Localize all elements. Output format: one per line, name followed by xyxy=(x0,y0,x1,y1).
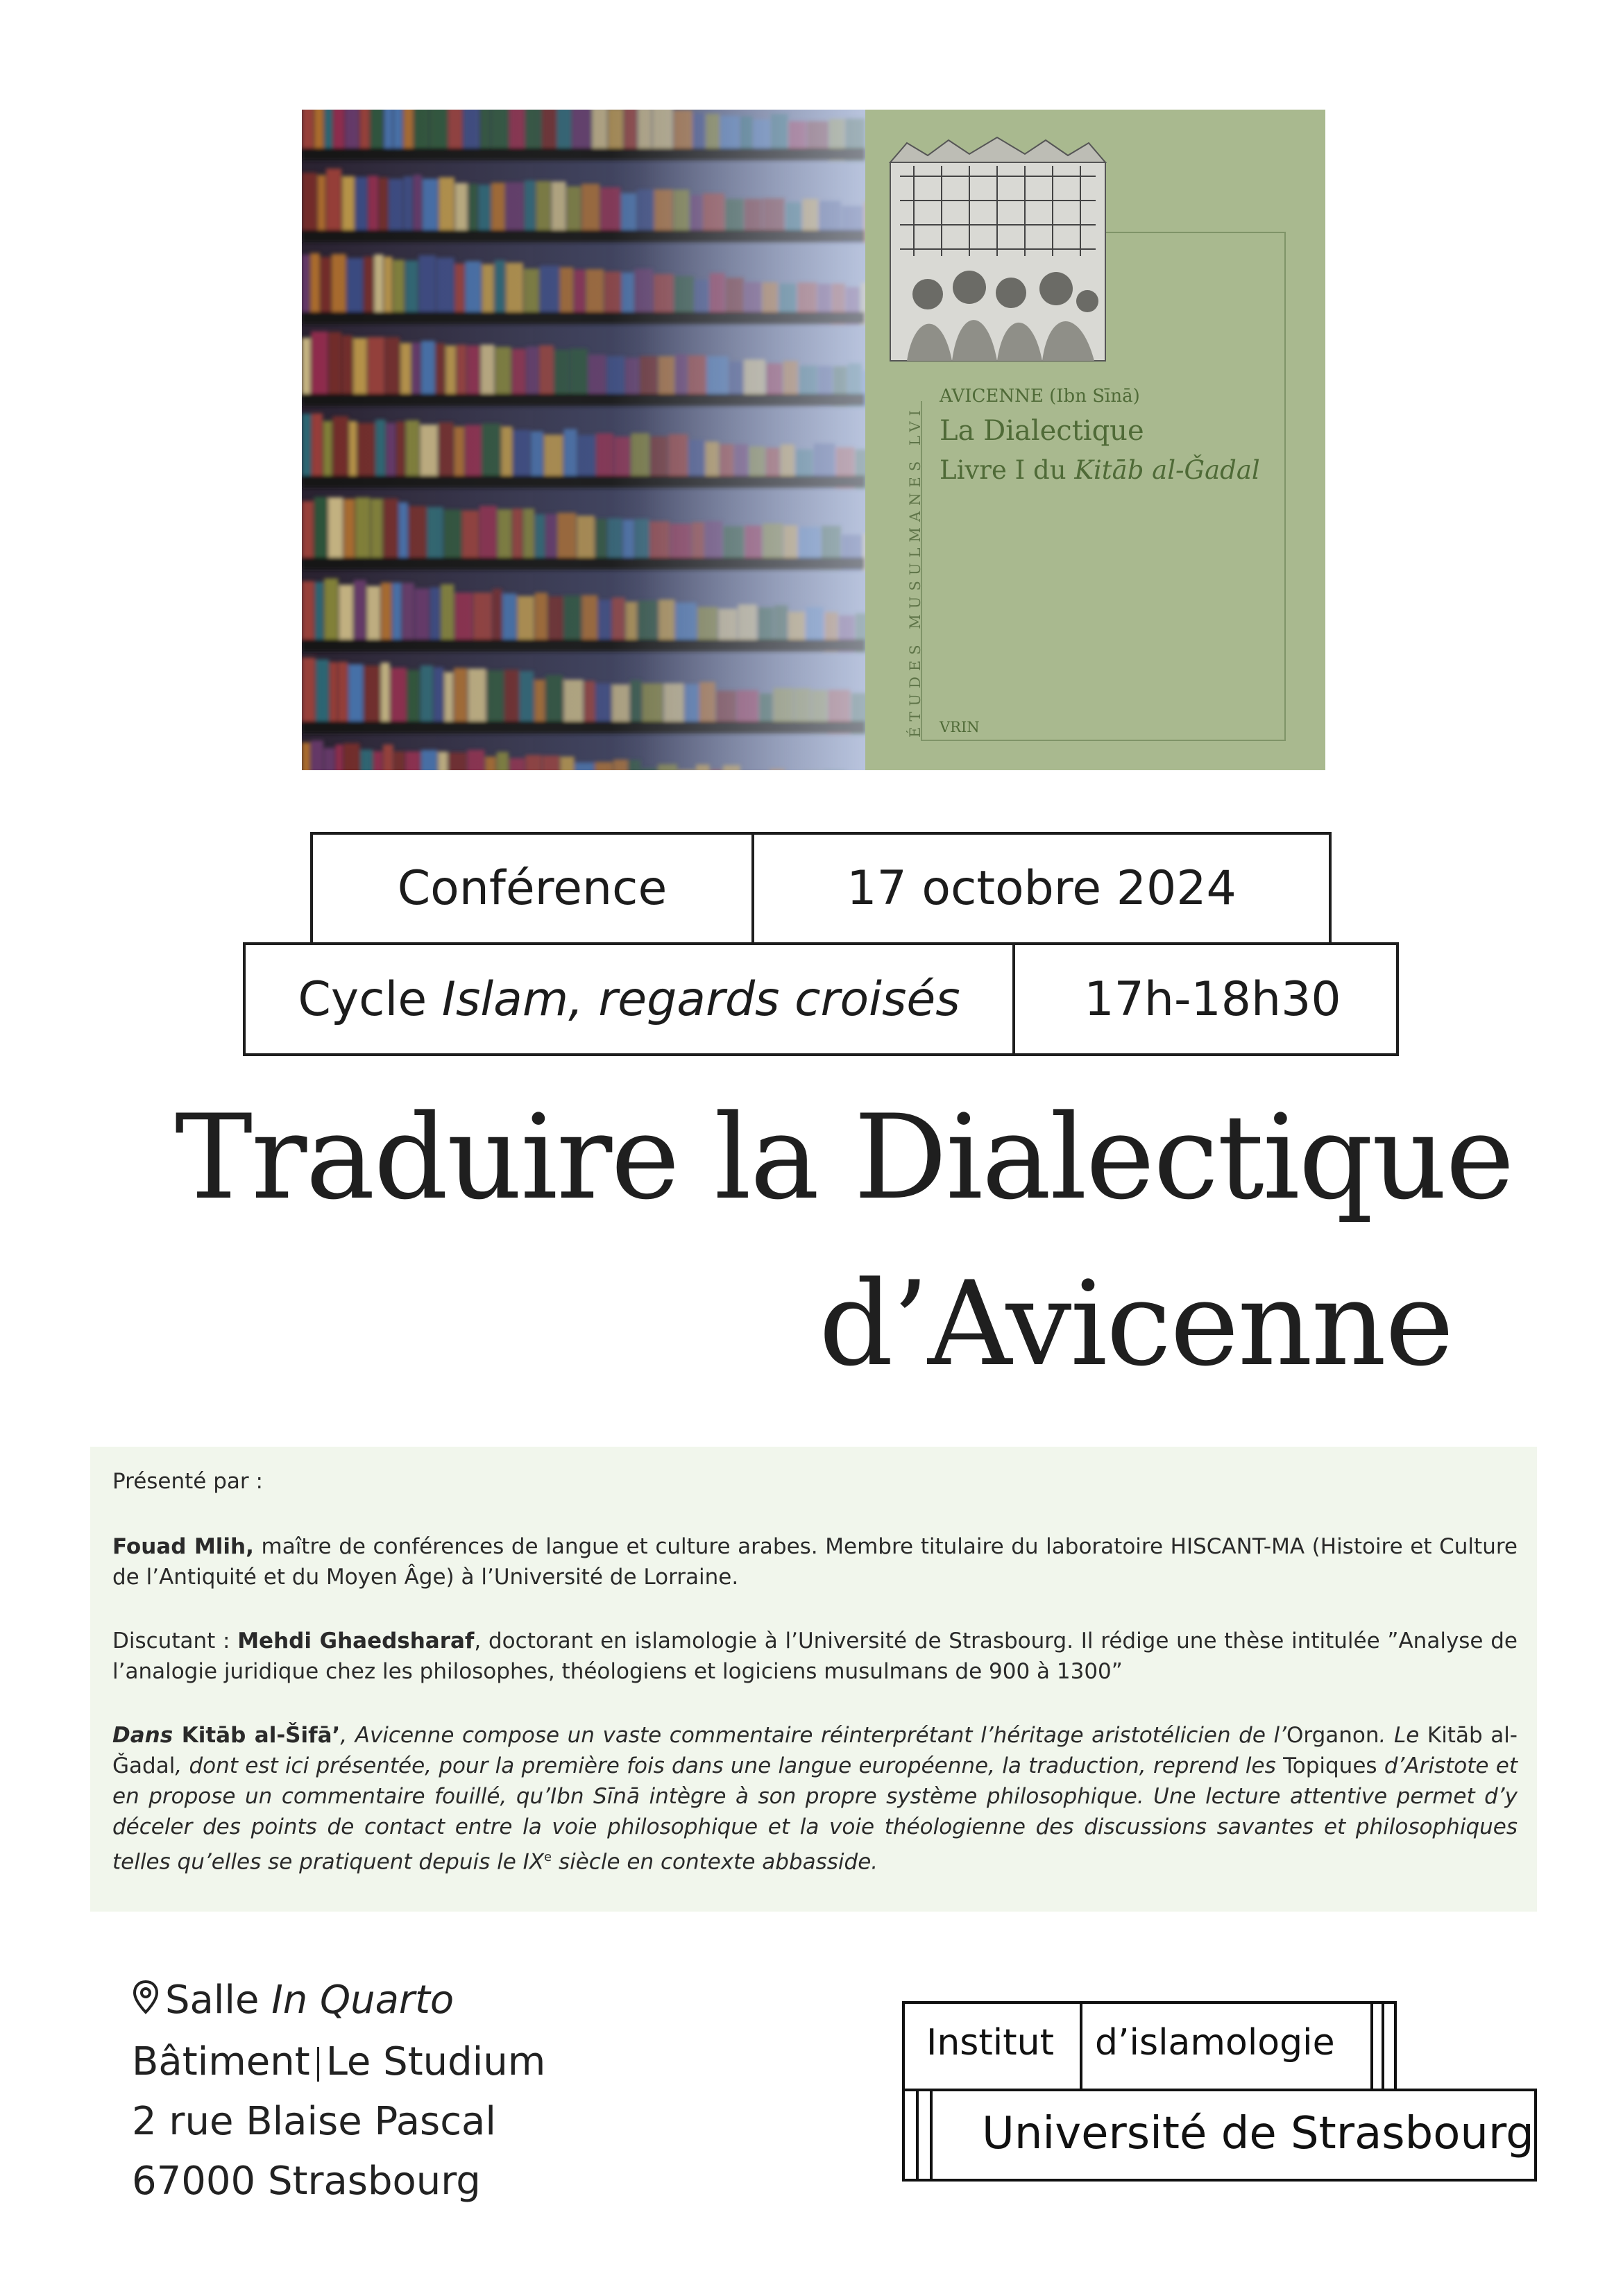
event-time-box xyxy=(1012,942,1399,1056)
event-cycle-name: Islam, regards croisés xyxy=(441,971,960,1027)
building-name: Le Studium xyxy=(325,2039,546,2084)
cover-publisher: VRIN xyxy=(940,719,980,735)
manuscript-illustration xyxy=(886,135,1110,364)
abstract-part-c: , Avicenne compose un vaste commentaire réinterprétant l’héritage aristotélicien de l’ xyxy=(340,1723,1286,1748)
abstract-part-f: Kitāb al-Ǧadal xyxy=(112,1723,1518,1778)
abstract-superscript: e xyxy=(544,1850,552,1864)
poster-title-line-1: Traduire la Dialectique xyxy=(175,1089,1513,1225)
event-date: 17 octobre 2024 xyxy=(847,861,1237,916)
address-city-line: 67000 Strasbourg xyxy=(132,2158,481,2204)
event-type: Conférence xyxy=(397,861,668,916)
presented-by-label: Présenté par : xyxy=(112,1469,263,1494)
cover-subtitle xyxy=(940,455,1260,485)
abstract-part-h: Topiques xyxy=(1283,1753,1377,1778)
institut-islamologie-logo xyxy=(902,2001,1537,2182)
discussant-name: Mehdi Ghaedsharaf xyxy=(237,1629,475,1653)
cover-subtitle-italic: Kitāb al-Ǧadal xyxy=(1074,455,1260,485)
logo-university-name: Université de Strasbourg xyxy=(982,2108,1534,2159)
header-image xyxy=(302,110,1325,770)
event-type-box xyxy=(310,832,754,945)
logo-word-islamologie: d’islamologie xyxy=(1095,2022,1335,2064)
location-pin-icon xyxy=(132,1973,160,2032)
address-room-line xyxy=(132,1971,545,2032)
address-street-line: 2 rue Blaise Pascal xyxy=(132,2098,496,2144)
abstract-part-d: Organon xyxy=(1286,1723,1379,1748)
discussant-paragraph xyxy=(112,1626,1518,1687)
event-date-box xyxy=(751,832,1332,945)
abstract-part-e: . Le xyxy=(1379,1723,1427,1748)
description-panel xyxy=(90,1447,1537,1912)
abstract-part-a: Dans xyxy=(112,1723,182,1748)
speaker-name: Fouad Mlih, xyxy=(112,1534,254,1559)
building-label: Bâtiment xyxy=(132,2039,310,2084)
venue-address xyxy=(132,1971,545,2211)
event-time: 17h-18h30 xyxy=(1084,971,1341,1027)
cover-author: AVICENNE (Ibn Sīnā) xyxy=(940,386,1140,407)
library-bookshelf-photo xyxy=(302,110,865,770)
event-cycle-box xyxy=(243,942,1015,1056)
abstract-part-j: siècle en contexte abbasside. xyxy=(552,1849,878,1875)
discussant-description: , doctorant en islamologie à l’Université de Strasbourg. Il rédige une thèse intitulée ”Analyse de l’analogie juridique chez les philosophes, théologiens et logiciens musulmans de 900 à 1300” xyxy=(112,1629,1518,1684)
speaker-paragraph xyxy=(112,1531,1518,1592)
logo-bar-2 xyxy=(1382,2001,1397,2091)
logo-word-institut: Institut xyxy=(926,2022,1054,2064)
abstract-part-b: Kitāb al-Šifā’ xyxy=(181,1723,341,1748)
poster-title-line-2: d’Avicenne xyxy=(819,1256,1453,1392)
cover-title: La Dialectique xyxy=(940,415,1144,447)
discussant-label: Discutant : xyxy=(112,1629,238,1653)
room-name: In Quarto xyxy=(271,1978,454,2023)
event-cycle-prefix: Cycle xyxy=(298,971,442,1027)
cover-subtitle-prefix: Livre I du xyxy=(940,455,1075,485)
speaker-description: maître de conférences de langue et culture arabes. Membre titulaire du laboratoire HISCANT-MA (Histoire et Culture de l’Antiquité et du Moyen Âge) à l’Université de Lorraine. xyxy=(112,1534,1518,1590)
abstract-paragraph xyxy=(112,1720,1518,1877)
room-prefix: Salle xyxy=(165,1978,272,2023)
address-building-line xyxy=(132,2032,545,2092)
cover-series-label: ÉTUDES MUSULMANES LVI xyxy=(907,405,924,738)
book-cover xyxy=(865,110,1325,770)
abstract-part-g: , dont est ici présentée, pour la première fois dans une langue européenne, la traduction, reprend les xyxy=(175,1753,1284,1778)
abstract-part-i: d’Aristote et en propose un commentaire fouillé, qu’Ibn Sīnā intègre à son propre système philosophique. Une lecture attentive permet d’y déceler des points de contact entre la voie philosophique et la voie théologienne des discussions savantes et philosophiques telles qu’elles se pratiquent depuis le IX xyxy=(112,1753,1518,1875)
building-separator xyxy=(317,2047,319,2082)
